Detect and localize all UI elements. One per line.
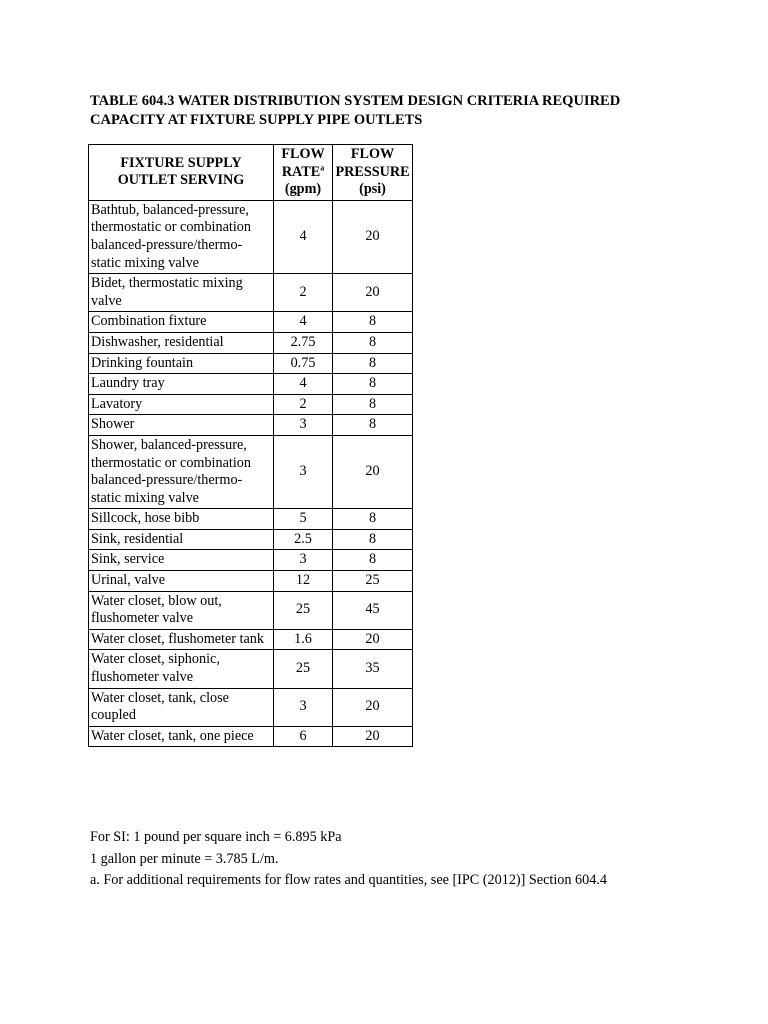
- cell-fixture: Shower: [89, 415, 274, 436]
- header-fixture: [89, 145, 274, 201]
- cell-fixture: Laundry tray: [89, 374, 274, 395]
- cell-flow-pressure: 8: [333, 415, 413, 436]
- cell-flow-pressure: 45: [333, 591, 413, 629]
- cell-flow-rate: 4: [274, 312, 333, 333]
- table-row: [89, 509, 413, 530]
- footnotes: [90, 827, 730, 892]
- cell-flow-rate: 2: [274, 274, 333, 312]
- cell-flow-pressure: 20: [333, 688, 413, 726]
- table-row: [89, 571, 413, 592]
- cell-flow-rate: 3: [274, 688, 333, 726]
- header-flow-pressure-line2: PRESSURE: [335, 163, 410, 180]
- table-row: [89, 374, 413, 395]
- cell-flow-pressure: 8: [333, 353, 413, 374]
- cell-fixture: Shower, balanced-pressure, thermostatic or combination balanced-pressure/thermo-static mixing valve: [89, 435, 274, 508]
- cell-flow-rate: 4: [274, 200, 333, 273]
- cell-flow-rate: 25: [274, 591, 333, 629]
- cell-flow-pressure: 8: [333, 332, 413, 353]
- header-fixture-line2: OUTLET SERVING: [117, 172, 245, 189]
- cell-flow-pressure: 8: [333, 529, 413, 550]
- table-row: [89, 353, 413, 374]
- cell-fixture: Water closet, tank, one piece: [89, 726, 274, 747]
- cell-flow-rate: 2: [274, 394, 333, 415]
- table-body: [89, 200, 413, 747]
- cell-flow-pressure: 20: [333, 726, 413, 747]
- design-criteria-table: [88, 144, 413, 747]
- header-fixture-line1: FIXTURE SUPPLY: [120, 154, 242, 171]
- header-flow-rate-unit: (gpm): [284, 181, 322, 198]
- cell-fixture: Water closet, blow out, flushometer valve: [89, 591, 274, 629]
- cell-flow-rate: 4: [274, 374, 333, 395]
- table-row: [89, 726, 413, 747]
- table-header-row: [89, 145, 413, 201]
- table-title: TABLE 604.3 WATER DISTRIBUTION SYSTEM DESIGN CRITERIA REQUIRED CAPACITY AT FIXTURE SUPPLY PIPE OUTLETS: [90, 93, 621, 128]
- cell-fixture: Lavatory: [89, 394, 274, 415]
- cell-flow-rate: 3: [274, 550, 333, 571]
- table-row: [89, 332, 413, 353]
- table-row: [89, 650, 413, 688]
- cell-flow-pressure: 8: [333, 509, 413, 530]
- footnote-marker-a: a: [320, 162, 325, 172]
- cell-flow-rate: 3: [274, 415, 333, 436]
- cell-fixture: Water closet, tank, close coupled: [89, 688, 274, 726]
- header-flow-rate-line2: RATE: [281, 163, 321, 180]
- cell-fixture: Bathtub, balanced-pressure, thermostatic or combination balanced-pressure/thermo-static mixing valve: [89, 200, 274, 273]
- table-row: [89, 274, 413, 312]
- header-flow-rate: [274, 145, 333, 201]
- cell-flow-pressure: 20: [333, 629, 413, 650]
- cell-flow-rate: 25: [274, 650, 333, 688]
- header-flow-pressure: [333, 145, 413, 201]
- cell-flow-rate: 2.75: [274, 332, 333, 353]
- note-si-pressure: For SI: 1 pound per square inch = 6.895 kPa: [90, 829, 342, 845]
- cell-flow-pressure: 20: [333, 200, 413, 273]
- cell-fixture: Sillcock, hose bibb: [89, 509, 274, 530]
- cell-fixture: Sink, service: [89, 550, 274, 571]
- table-row: [89, 529, 413, 550]
- cell-flow-rate: 1.6: [274, 629, 333, 650]
- table-row: [89, 435, 413, 508]
- cell-flow-rate: 3: [274, 435, 333, 508]
- cell-fixture: Bidet, thermostatic mixing valve: [89, 274, 274, 312]
- header-flow-rate-line1: FLOW: [281, 146, 325, 162]
- cell-fixture: Dishwasher, residential: [89, 332, 274, 353]
- header-flow-pressure-unit: (psi): [359, 181, 386, 198]
- cell-flow-rate: 12: [274, 571, 333, 592]
- cell-flow-rate: 5: [274, 509, 333, 530]
- table-row: [89, 688, 413, 726]
- cell-fixture: Urinal, valve: [89, 571, 274, 592]
- cell-flow-pressure: 20: [333, 435, 413, 508]
- table-row: [89, 415, 413, 436]
- cell-flow-rate: 2.5: [274, 529, 333, 550]
- cell-flow-pressure: 25: [333, 571, 413, 592]
- cell-flow-pressure: 8: [333, 374, 413, 395]
- cell-flow-pressure: 35: [333, 650, 413, 688]
- table-row: [89, 312, 413, 333]
- note-si-flow: 1 gallon per minute = 3.785 L/m.: [90, 850, 279, 867]
- cell-fixture: Water closet, flushometer tank: [89, 629, 274, 650]
- table-row: [89, 394, 413, 415]
- cell-flow-pressure: 20: [333, 274, 413, 312]
- cell-fixture: Sink, residential: [89, 529, 274, 550]
- table-row: [89, 629, 413, 650]
- cell-fixture: Water closet, siphonic, flushometer valve: [89, 650, 274, 688]
- note-footnote-a: a. For additional requirements for flow rates and quantities, see [IPC (2012)] Section 604.4: [90, 872, 607, 888]
- table-row: [89, 591, 413, 629]
- cell-flow-pressure: 8: [333, 312, 413, 333]
- cell-fixture: Drinking fountain: [89, 353, 274, 374]
- header-flow-pressure-line1: FLOW: [350, 146, 395, 162]
- table-row: [89, 550, 413, 571]
- cell-flow-pressure: 8: [333, 550, 413, 571]
- cell-flow-rate: 6: [274, 726, 333, 747]
- cell-flow-rate: 0.75: [274, 353, 333, 374]
- cell-flow-pressure: 8: [333, 394, 413, 415]
- table-row: [89, 200, 413, 273]
- cell-fixture: Combination fixture: [89, 312, 274, 333]
